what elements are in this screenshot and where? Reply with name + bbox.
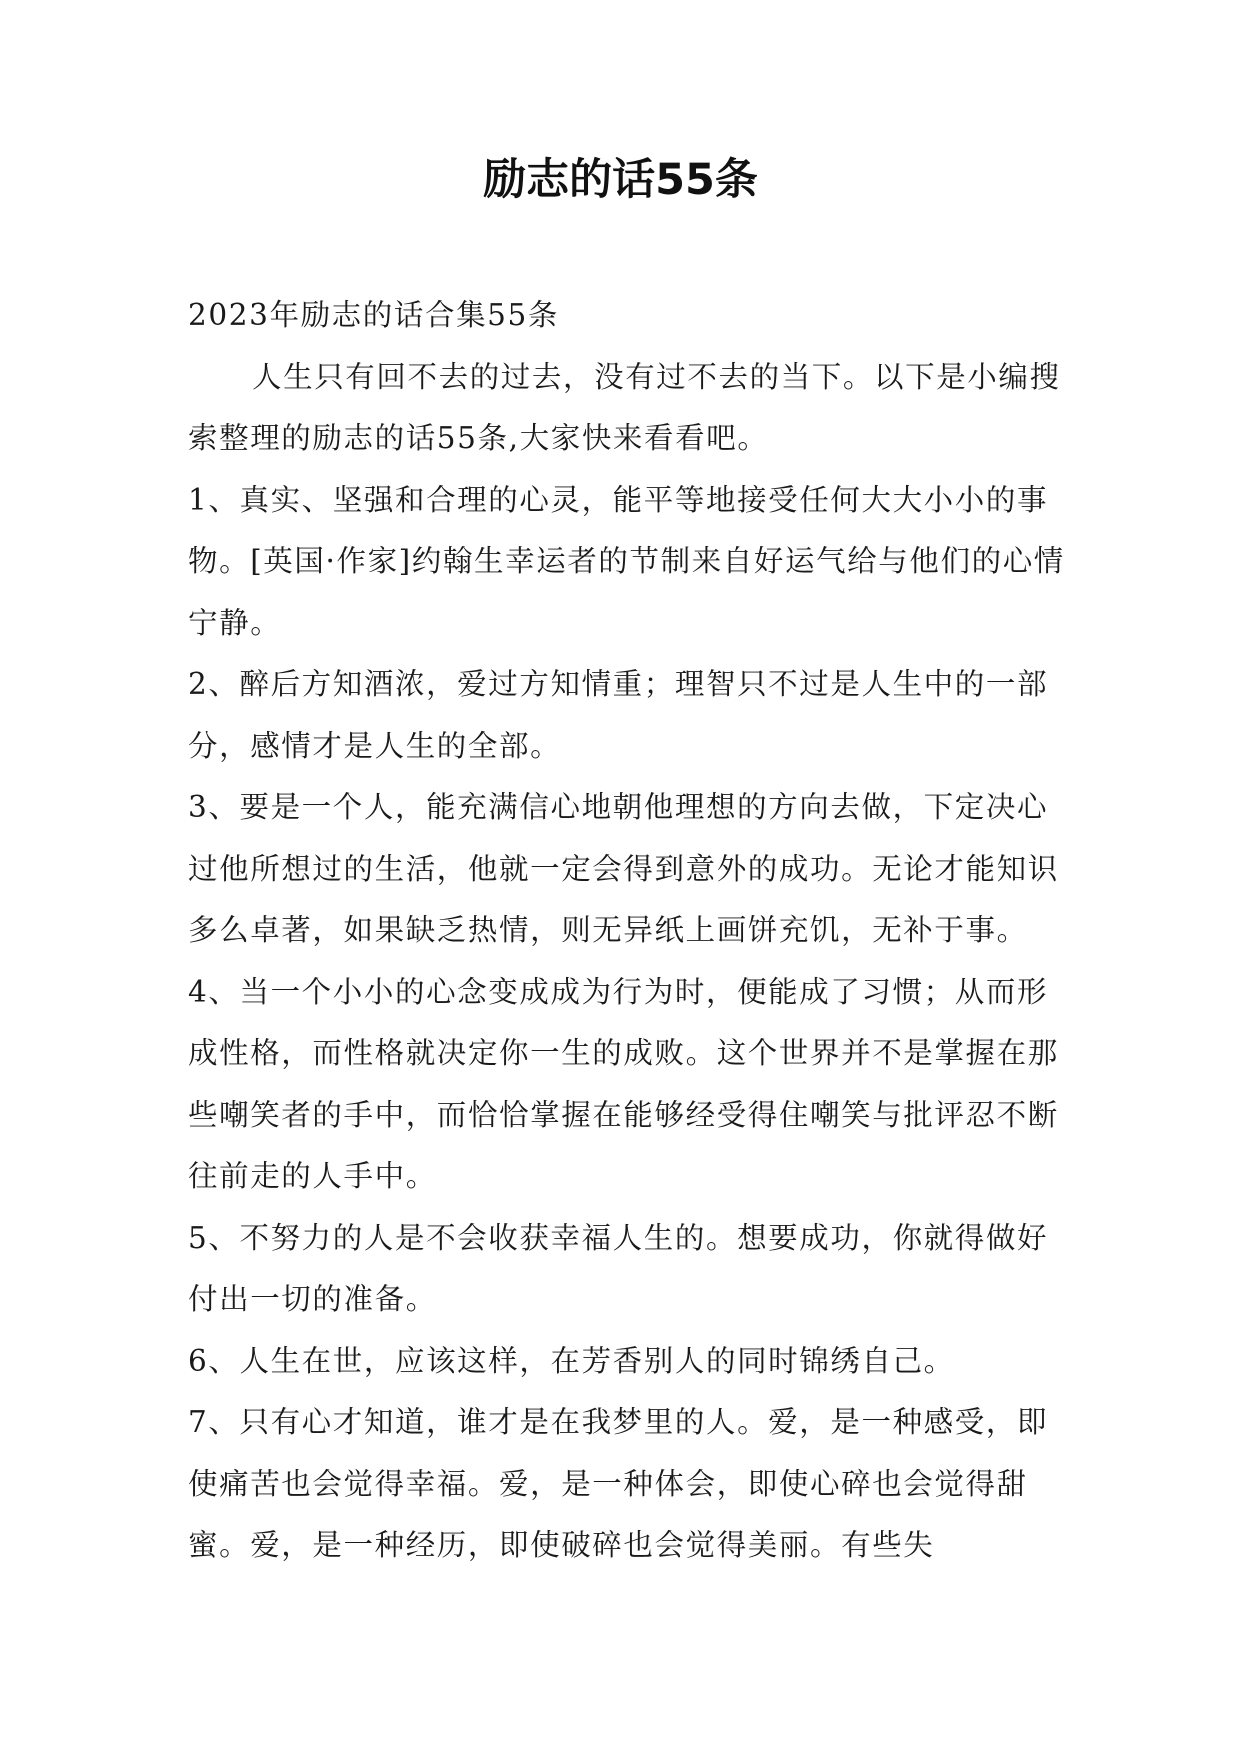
document-body — [188, 285, 1068, 1577]
intro-paragraph: 人生只有回不去的过去，没有过不去的当下。以下是小编搜索整理的励志的话55条,大家快来看看吧。 — [188, 359, 1061, 455]
document-subtitle: 2023年励志的话合集55条 — [188, 298, 560, 332]
document-title: 励志的话55条 — [483, 155, 758, 205]
quote-item-2: 2、醉后方知酒浓，爱过方知情重；理智只不过是人生中的一部分，感情才是人生的全部。 — [188, 667, 1049, 763]
quote-item-4: 4、当一个小小的心念变成成为行为时，便能成了习惯；从而形成性格，而性格就决定你一生的成败。这个世界并不是掌握在那些嘲笑者的手中，而恰恰掌握在能够经受得住嘲笑与批评忍不断往前走的人手中。 — [188, 974, 1059, 1193]
quote-item-1: 1、真实、坚强和合理的心灵，能平等地接受任何大大小小的事物。[英国·作家]约翰生幸运者的节制来自好运气给与他们的心情宁静。 — [188, 482, 1065, 640]
quote-item-7: 7、只有心才知道，谁才是在我梦里的人。爱，是一种感受，即使痛苦也会觉得幸福。爱，是一种体会，即使心碎也会觉得甜蜜。爱，是一种经历，即使破碎也会觉得美丽。有些失 — [188, 1405, 1049, 1562]
quote-item-6: 6、人生在世，应该这样，在芳香别人的同时锦绣自己。 — [188, 1343, 955, 1378]
quote-item-5: 5、不努力的人是不会收获幸福人生的。想要成功，你就得做好付出一切的准备。 — [188, 1220, 1049, 1316]
quote-item-3: 3、要是一个人，能充满信心地朝他理想的方向去做，下定决心过他所想过的生活，他就一定会得到意外的成功。无论才能知识多么卓著，如果缺乏热情，则无异纸上画饼充饥，无补于事。 — [188, 790, 1059, 947]
